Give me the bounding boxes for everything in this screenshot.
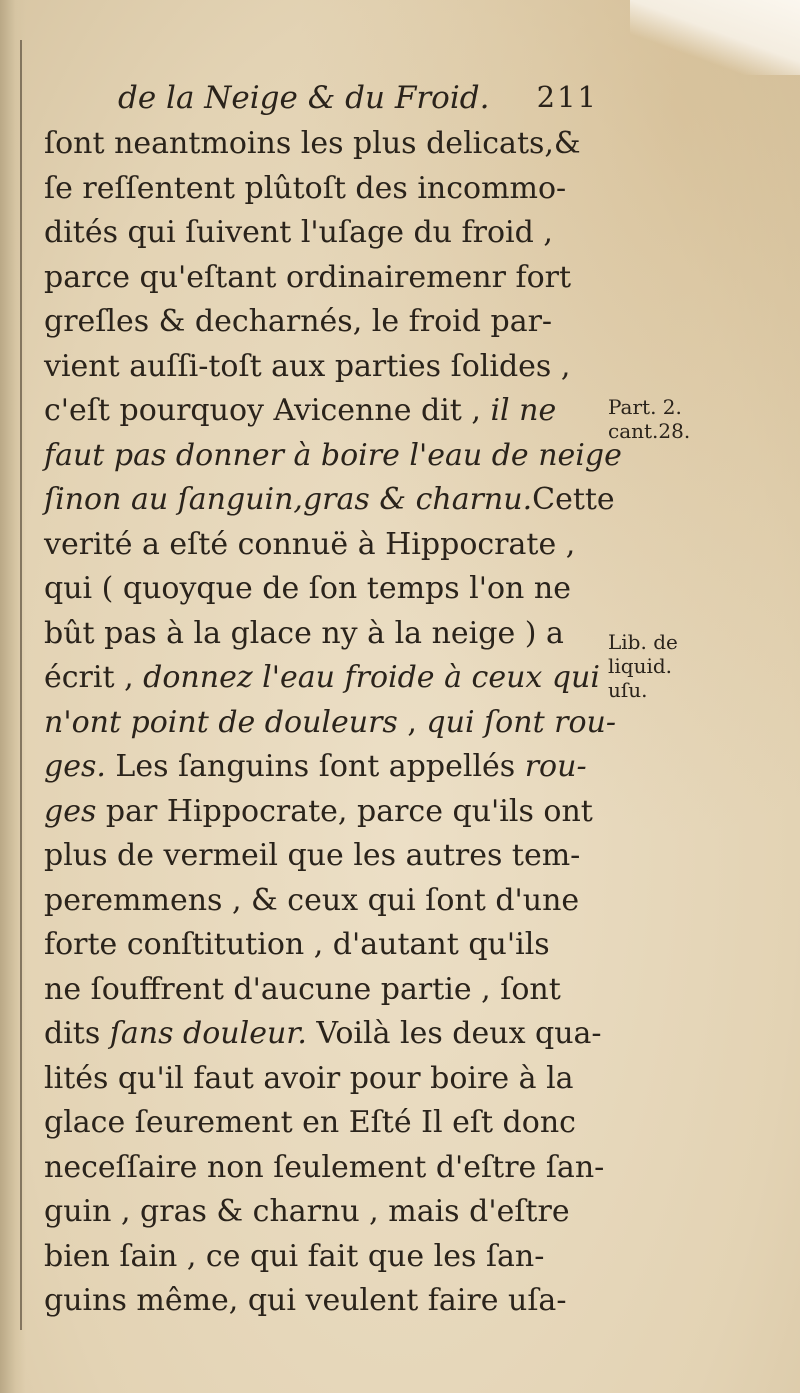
body-text [44, 122, 622, 1324]
text-segment: forte conſtitution , d'autant qu'ils [44, 927, 550, 962]
margin-note-lib [608, 630, 678, 702]
text-segment: , [397, 704, 427, 740]
margin-note-line: cant.28. [608, 419, 691, 443]
text-segment: neceſſaire non ſeulement d'eſtre ſan- [44, 1149, 605, 1185]
text-segment: glace ſeurement en Eſté Il eſt donc [44, 1105, 576, 1140]
text-line [44, 389, 604, 434]
italic-quote-segment: ſans douleur. [109, 1016, 307, 1051]
text-line [44, 345, 604, 390]
text-segment: vient auſſi-toſt aux parties ſolides , [44, 348, 571, 384]
text-segment: dits [44, 1016, 110, 1051]
text-line [44, 701, 617, 746]
text-segment: bût pas à la glace ny à la neige ) a [44, 615, 564, 651]
page-binding [0, 0, 26, 1393]
italic-quote-segment: donnez l'eau froide à ceux qui [143, 660, 600, 695]
text-segment: bien ſain , ce qui fait que les ſan- [44, 1238, 545, 1274]
text-line [44, 1279, 604, 1324]
text-line [44, 567, 604, 612]
text-line [44, 923, 604, 968]
text-line [44, 1012, 604, 1057]
text-segment: ne ſouffrent d'aucune partie , ſont [44, 971, 561, 1007]
text-line [44, 879, 604, 924]
text-line [44, 122, 604, 167]
text-segment: guin , gras & charnu , mais d'eſtre [44, 1194, 570, 1229]
text-line [44, 1101, 604, 1146]
italic-quote-segment: il ne [490, 393, 557, 428]
text-segment: dités qui ſuivent l'uſage du froid , [44, 215, 553, 250]
margin-note-line: liquid. [608, 654, 673, 678]
text-segment: Les ſanguins ſont appellés [105, 749, 525, 784]
text-line [44, 790, 604, 835]
text-segment: guins même, qui veulent faire uſa- [44, 1283, 567, 1318]
text-segment: Voilà les deux qua- [306, 1016, 602, 1051]
text-segment: verité a eſté connuë à Hippocrate , [44, 526, 576, 562]
text-segment: c'eſt pourquoy Avicenne dit , [44, 393, 491, 428]
text-line [44, 300, 604, 345]
text-line [44, 1057, 604, 1102]
italic-quote-segment: faut pas donner à boire l'eau de neige [44, 437, 622, 473]
italic-quote-segment: n'ont point de douleurs [44, 704, 398, 740]
text-segment: ſe reſſentent plûtoſt des incommo- [44, 170, 567, 206]
italic-quote-segment: ges [44, 793, 97, 829]
text-line [44, 1146, 604, 1191]
text-segment: Cette [532, 482, 615, 517]
text-line [44, 612, 604, 657]
text-line [44, 256, 604, 301]
text-line [44, 656, 604, 701]
text-line [44, 1190, 604, 1235]
text-segment: greſles & decharnés, le froid par- [44, 304, 553, 339]
text-line [44, 834, 604, 879]
text-line [44, 1235, 604, 1280]
page-number: 211 [536, 80, 598, 114]
text-segment: peremmens , & ceux qui ſont d'une [44, 882, 580, 918]
running-head: de la Neige & du Froid. [118, 80, 490, 116]
margin-note-line: Lib. de [608, 630, 678, 654]
text-segment: plus de vermeil que les autres tem- [44, 838, 581, 873]
text-line [44, 745, 604, 790]
text-segment: lités qu'il faut avoir pour boire à la [44, 1060, 574, 1096]
text-segment: ſont neantmoins les plus delicats,& [44, 126, 581, 161]
text-segment: écrit , [44, 660, 144, 695]
page-header [118, 80, 598, 124]
margin-note-line: uſu. [608, 678, 648, 702]
margin-note-line: Part. 2. [608, 395, 682, 419]
italic-quote-segment: ſinon au ſanguin,gras & charnu. [44, 482, 533, 517]
text-segment: par Hippocrate, parce qu'ils ont [96, 793, 593, 829]
margin-note-part [608, 395, 690, 443]
text-segment: parce qu'eſtant ordinairemenr fort [44, 259, 572, 295]
text-segment: qui ( quoyque de ſon temps l'on ne [44, 571, 571, 606]
binding-edge-line [20, 40, 22, 1330]
text-line [44, 478, 615, 523]
italic-quote-segment: ges. [44, 749, 106, 784]
italic-quote-segment: rou- [524, 749, 587, 784]
italic-quote-segment: qui ſont rou- [426, 704, 617, 740]
torn-corner [630, 0, 800, 75]
text-line [44, 211, 604, 256]
text-line [44, 167, 604, 212]
text-line [44, 523, 604, 568]
text-line [44, 434, 622, 479]
text-line [44, 968, 604, 1013]
